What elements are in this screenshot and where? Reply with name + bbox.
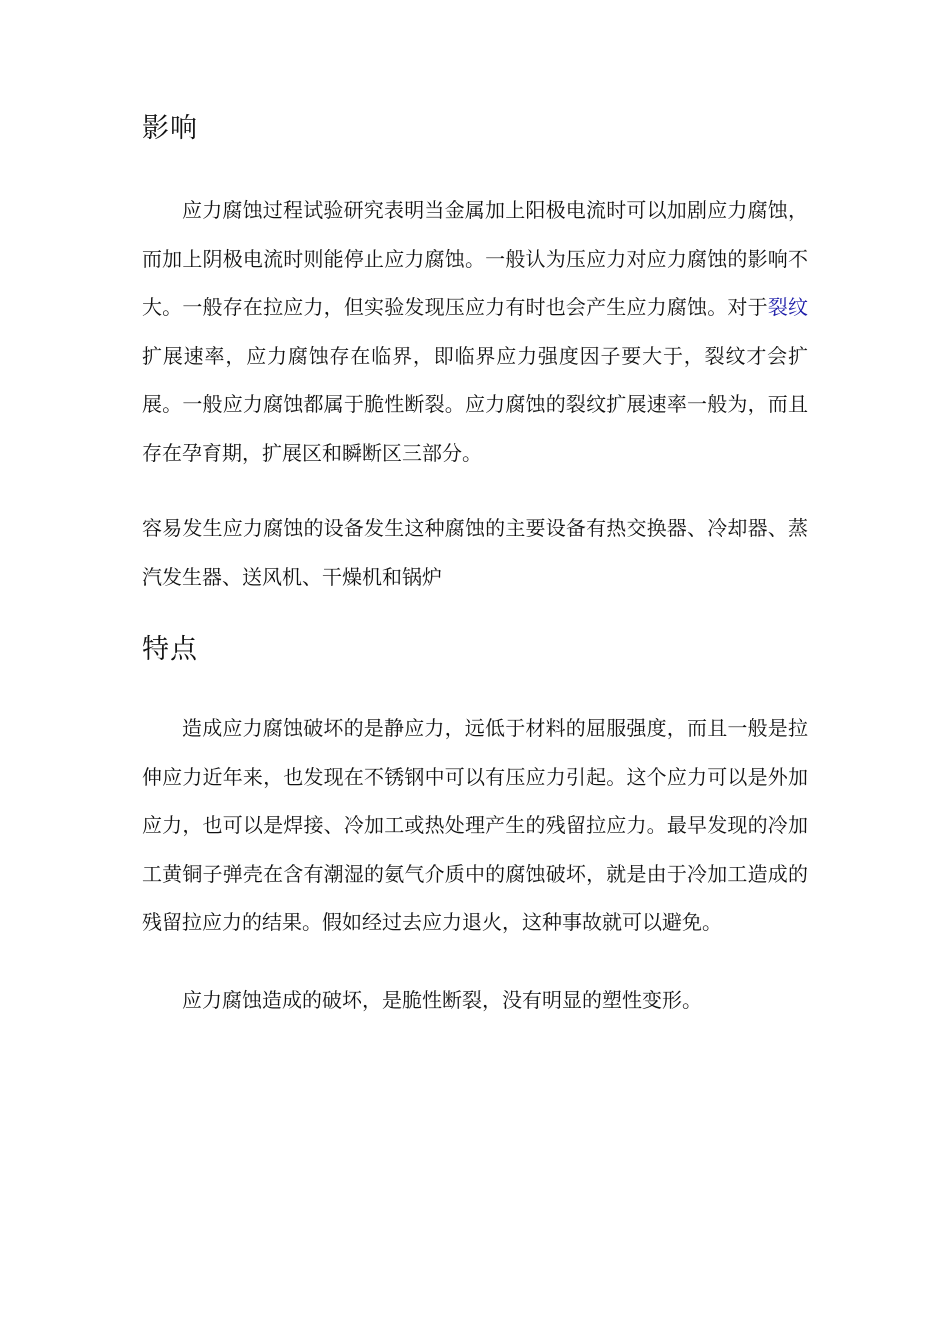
paragraph-characteristics-main: 造成应力腐蚀破坏的是静应力，远低于材料的屈服强度，而且一般是拉伸应力近年来，也发现在不锈钢中可以有压应力引起。这个应力可以是外加应力，也可以是焊接、冷加工或热处理产生的残留拉应力。最早发现的冷加工黄铜子弹壳在含有潮湿的氨气介质中的腐蚀破坏，就是由于冷加工造成的残留拉应力的结果。假如经过去应力退火，这种事故就可以避免。 <box>142 716 808 934</box>
crack-link[interactable]: 裂纹 <box>767 295 808 319</box>
paragraph-characteristics-brittle: 应力腐蚀造成的破坏，是脆性断裂，没有明显的塑性变形。 <box>182 987 702 1012</box>
paragraph-text: 扩展速率，应力腐蚀存在临界，即临界应力强度因子要大于，裂纹才会扩展。一般应力腐蚀都属于脆性断裂。应力腐蚀的裂纹扩展速率一般为，而且存在孕育期，扩展区和瞬断区三部分。 <box>142 343 808 465</box>
document-content <box>142 104 808 1024</box>
section-heading-influence: 影响 <box>142 113 198 144</box>
paragraph-text: 应力腐蚀过程试验研究表明当金属加上阳极电流时可以加剧应力腐蚀，而加上阴极电流时则能停止应力腐蚀。一般认为压应力对应力腐蚀的影响不大。一般存在拉应力，但实验发现压应力有时也会产生应力腐蚀。对于 <box>142 198 808 319</box>
paragraph-influence-main <box>142 186 808 477</box>
paragraph-equipment: 容易发生应力腐蚀的设备发生这种腐蚀的主要设备有热交换器、冷却器、蒸汽发生器、送风机、干燥机和锅炉 <box>142 516 808 589</box>
section-heading-characteristics: 特点 <box>142 634 198 665</box>
